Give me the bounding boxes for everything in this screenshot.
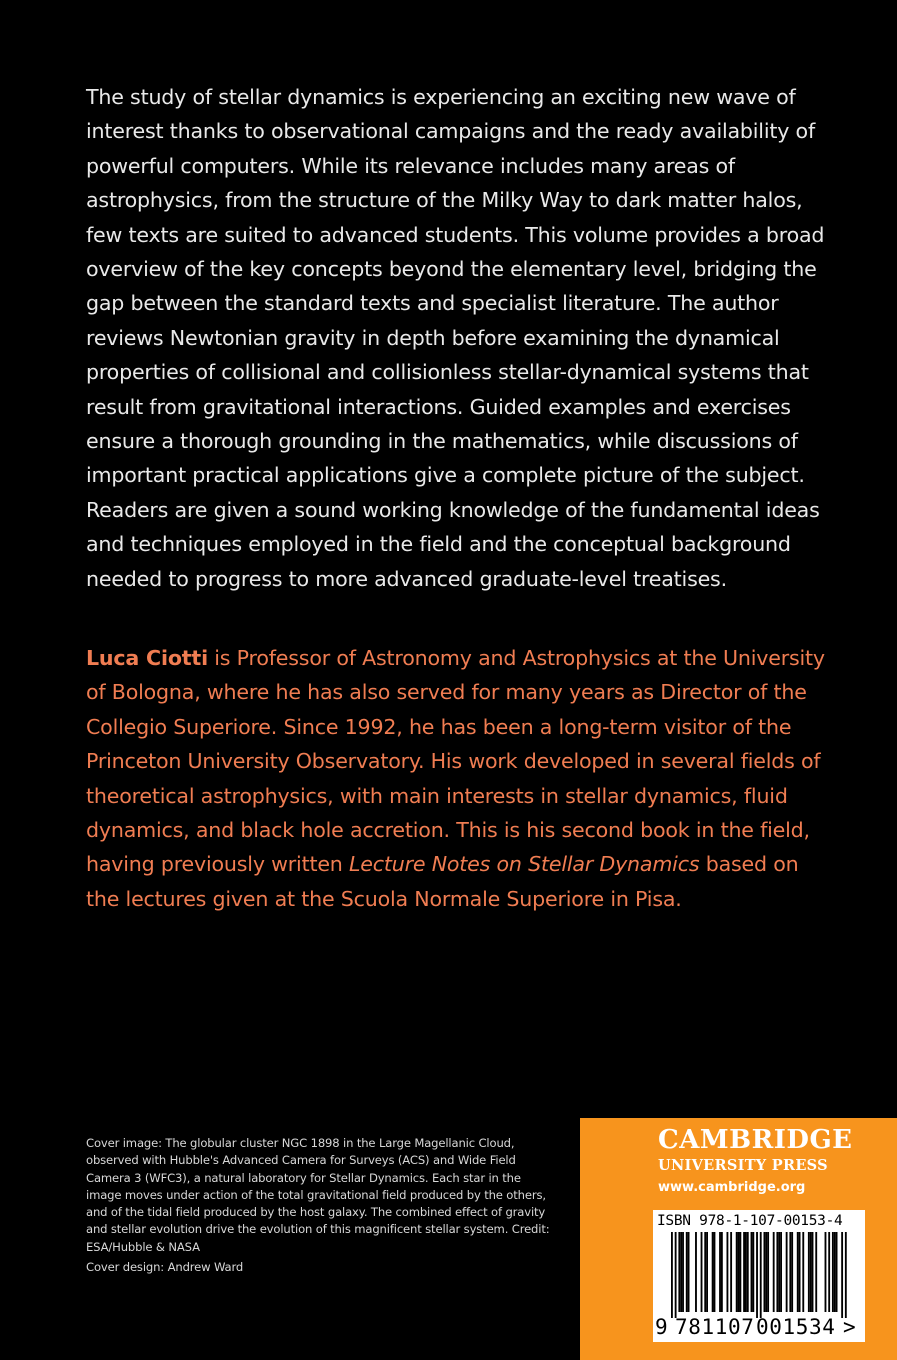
barcode-bar [719, 1232, 721, 1312]
barcode-digits [653, 1314, 865, 1340]
barcode-bar [721, 1232, 723, 1312]
barcode-bar [841, 1232, 843, 1318]
barcode-bar [701, 1232, 703, 1312]
book-description: The study of stellar dynamics is experiencing an exciting new wave of interest thanks to observational campaigns and the ready availability of powerful computers. While its relevance includes many areas of astrophysics, from the structure of the Milky Way to dark matter halos, few texts are suited to advanced students. This volume provides a broad overview of the key concepts beyond the elementary level, bridging the gap between the standard texts and specialist literature. The author reviews Newtonian gravity in depth before examining the dynamical properties of collisional and collisionless stellar-dynamical systems that result from gravitational interactions. Guided examples and exercises ensure a thorough grounding in the mathematics, while discussions of important practical applications give a complete picture of the subject. Readers are given a sound working knowledge of the fundamental ideas and techniques employed in the field and the conceptual background needed to progress to more advanced graduate-level treatises. [86, 85, 825, 591]
bio-text-part2: based on the lectures given at the Scuola Normale Superiore in Pisa. [86, 852, 799, 911]
barcode-bar [712, 1232, 714, 1312]
barcode-bar [751, 1232, 753, 1312]
barcode-bar [776, 1232, 778, 1312]
barcode-bar [671, 1232, 673, 1318]
barcode-bar [799, 1232, 801, 1312]
barcode-bar [714, 1232, 716, 1312]
barcode-bar [680, 1232, 682, 1312]
barcode-bar [812, 1232, 814, 1312]
barcode-bar [688, 1232, 690, 1312]
barcode-bar [682, 1232, 684, 1312]
barcode-bar [743, 1232, 745, 1312]
barcode-bar [773, 1232, 775, 1312]
barcode-panel [653, 1210, 865, 1342]
barcode-bar [828, 1232, 830, 1312]
barcode-bar [675, 1232, 677, 1318]
barcode-digits-right: 001534 [756, 1315, 836, 1339]
barcode-bar [747, 1232, 749, 1312]
barcode-bar [815, 1232, 817, 1312]
previous-book-title: Lecture Notes on Stellar Dynamics [349, 852, 700, 877]
barcode-bar [810, 1232, 812, 1312]
isbn-barcode [653, 1232, 865, 1318]
barcode-bar [727, 1232, 729, 1312]
barcode-bar [802, 1232, 804, 1312]
barcode-bar [765, 1232, 767, 1312]
barcode-bar [738, 1232, 740, 1312]
barcode-bar [789, 1232, 791, 1312]
barcode-bar [695, 1232, 697, 1312]
cover-image-credit: Cover image: The globular cluster NGC 1898 in the Large Magellanic Cloud, observed with Hubble's Advanced Camera for Surveys (ACS) and Wide Field Camera 3 (WFC3), a natural laboratory for Stellar Dynamics. Each star in the image moves under action of the total gravitational field produced by the others, and of the tidal field produced by the host galaxy. The combined effect of gravity and stellar evolution drive the evolution of this magnificent stellar system. Credit: ESA/Hubble & NASA [86, 1136, 550, 1254]
barcode-bar [780, 1232, 782, 1312]
barcode-bar [834, 1232, 836, 1312]
barcode-bar [786, 1232, 788, 1312]
barcode-bar [736, 1232, 738, 1312]
barcode-bar [730, 1232, 732, 1312]
barcode-bar [808, 1232, 810, 1312]
barcode-digits-left: 781107 [675, 1315, 755, 1339]
cover-design-credit: Cover design: Andrew Ward [86, 1260, 244, 1274]
barcode-bar [832, 1232, 834, 1312]
author-name: Luca Ciotti [86, 646, 208, 670]
barcode-bar [825, 1232, 827, 1312]
barcode-bar [778, 1232, 780, 1312]
publisher-logo-subname: UNIVERSITY PRESS [658, 1157, 828, 1174]
barcode-bar [745, 1232, 747, 1312]
barcode-digit-lead: 9 [655, 1315, 668, 1339]
author-bio [86, 641, 836, 916]
publisher-logo-name: CAMBRIDGE [658, 1125, 853, 1155]
barcode-bar [797, 1232, 799, 1312]
barcode-bar [678, 1232, 680, 1312]
barcode-quiet-zone-marker: > [843, 1315, 856, 1339]
bio-text-part1: is Professor of Astronomy and Astrophysics at the University of Bologna, where he has also served for many years as Director of the Collegio Superiore. Since 1992, he has been a long-term visitor of the Princeton University Observatory. His work developed in several fields of theoretical astrophysics, with main interests in stellar dynamics, fluid dynamics, and black hole accretion. This is his second book in the field, having previously written [86, 646, 825, 877]
barcode-bar [756, 1232, 758, 1318]
publisher-url: www.cambridge.org [658, 1180, 806, 1195]
barcode-bar [764, 1232, 766, 1312]
barcode-bar [704, 1232, 706, 1312]
barcode-bar [760, 1232, 762, 1318]
barcode-bar [791, 1232, 793, 1312]
barcode-bar [686, 1232, 688, 1312]
barcode-bar [767, 1232, 769, 1312]
barcode-bar [752, 1232, 754, 1312]
barcode-bar [739, 1232, 741, 1312]
barcode-bar [836, 1232, 838, 1312]
barcode-bar [706, 1232, 708, 1312]
barcode-bar [845, 1232, 847, 1318]
isbn-label: ISBN 978-1-107-00153-4 [657, 1213, 843, 1229]
